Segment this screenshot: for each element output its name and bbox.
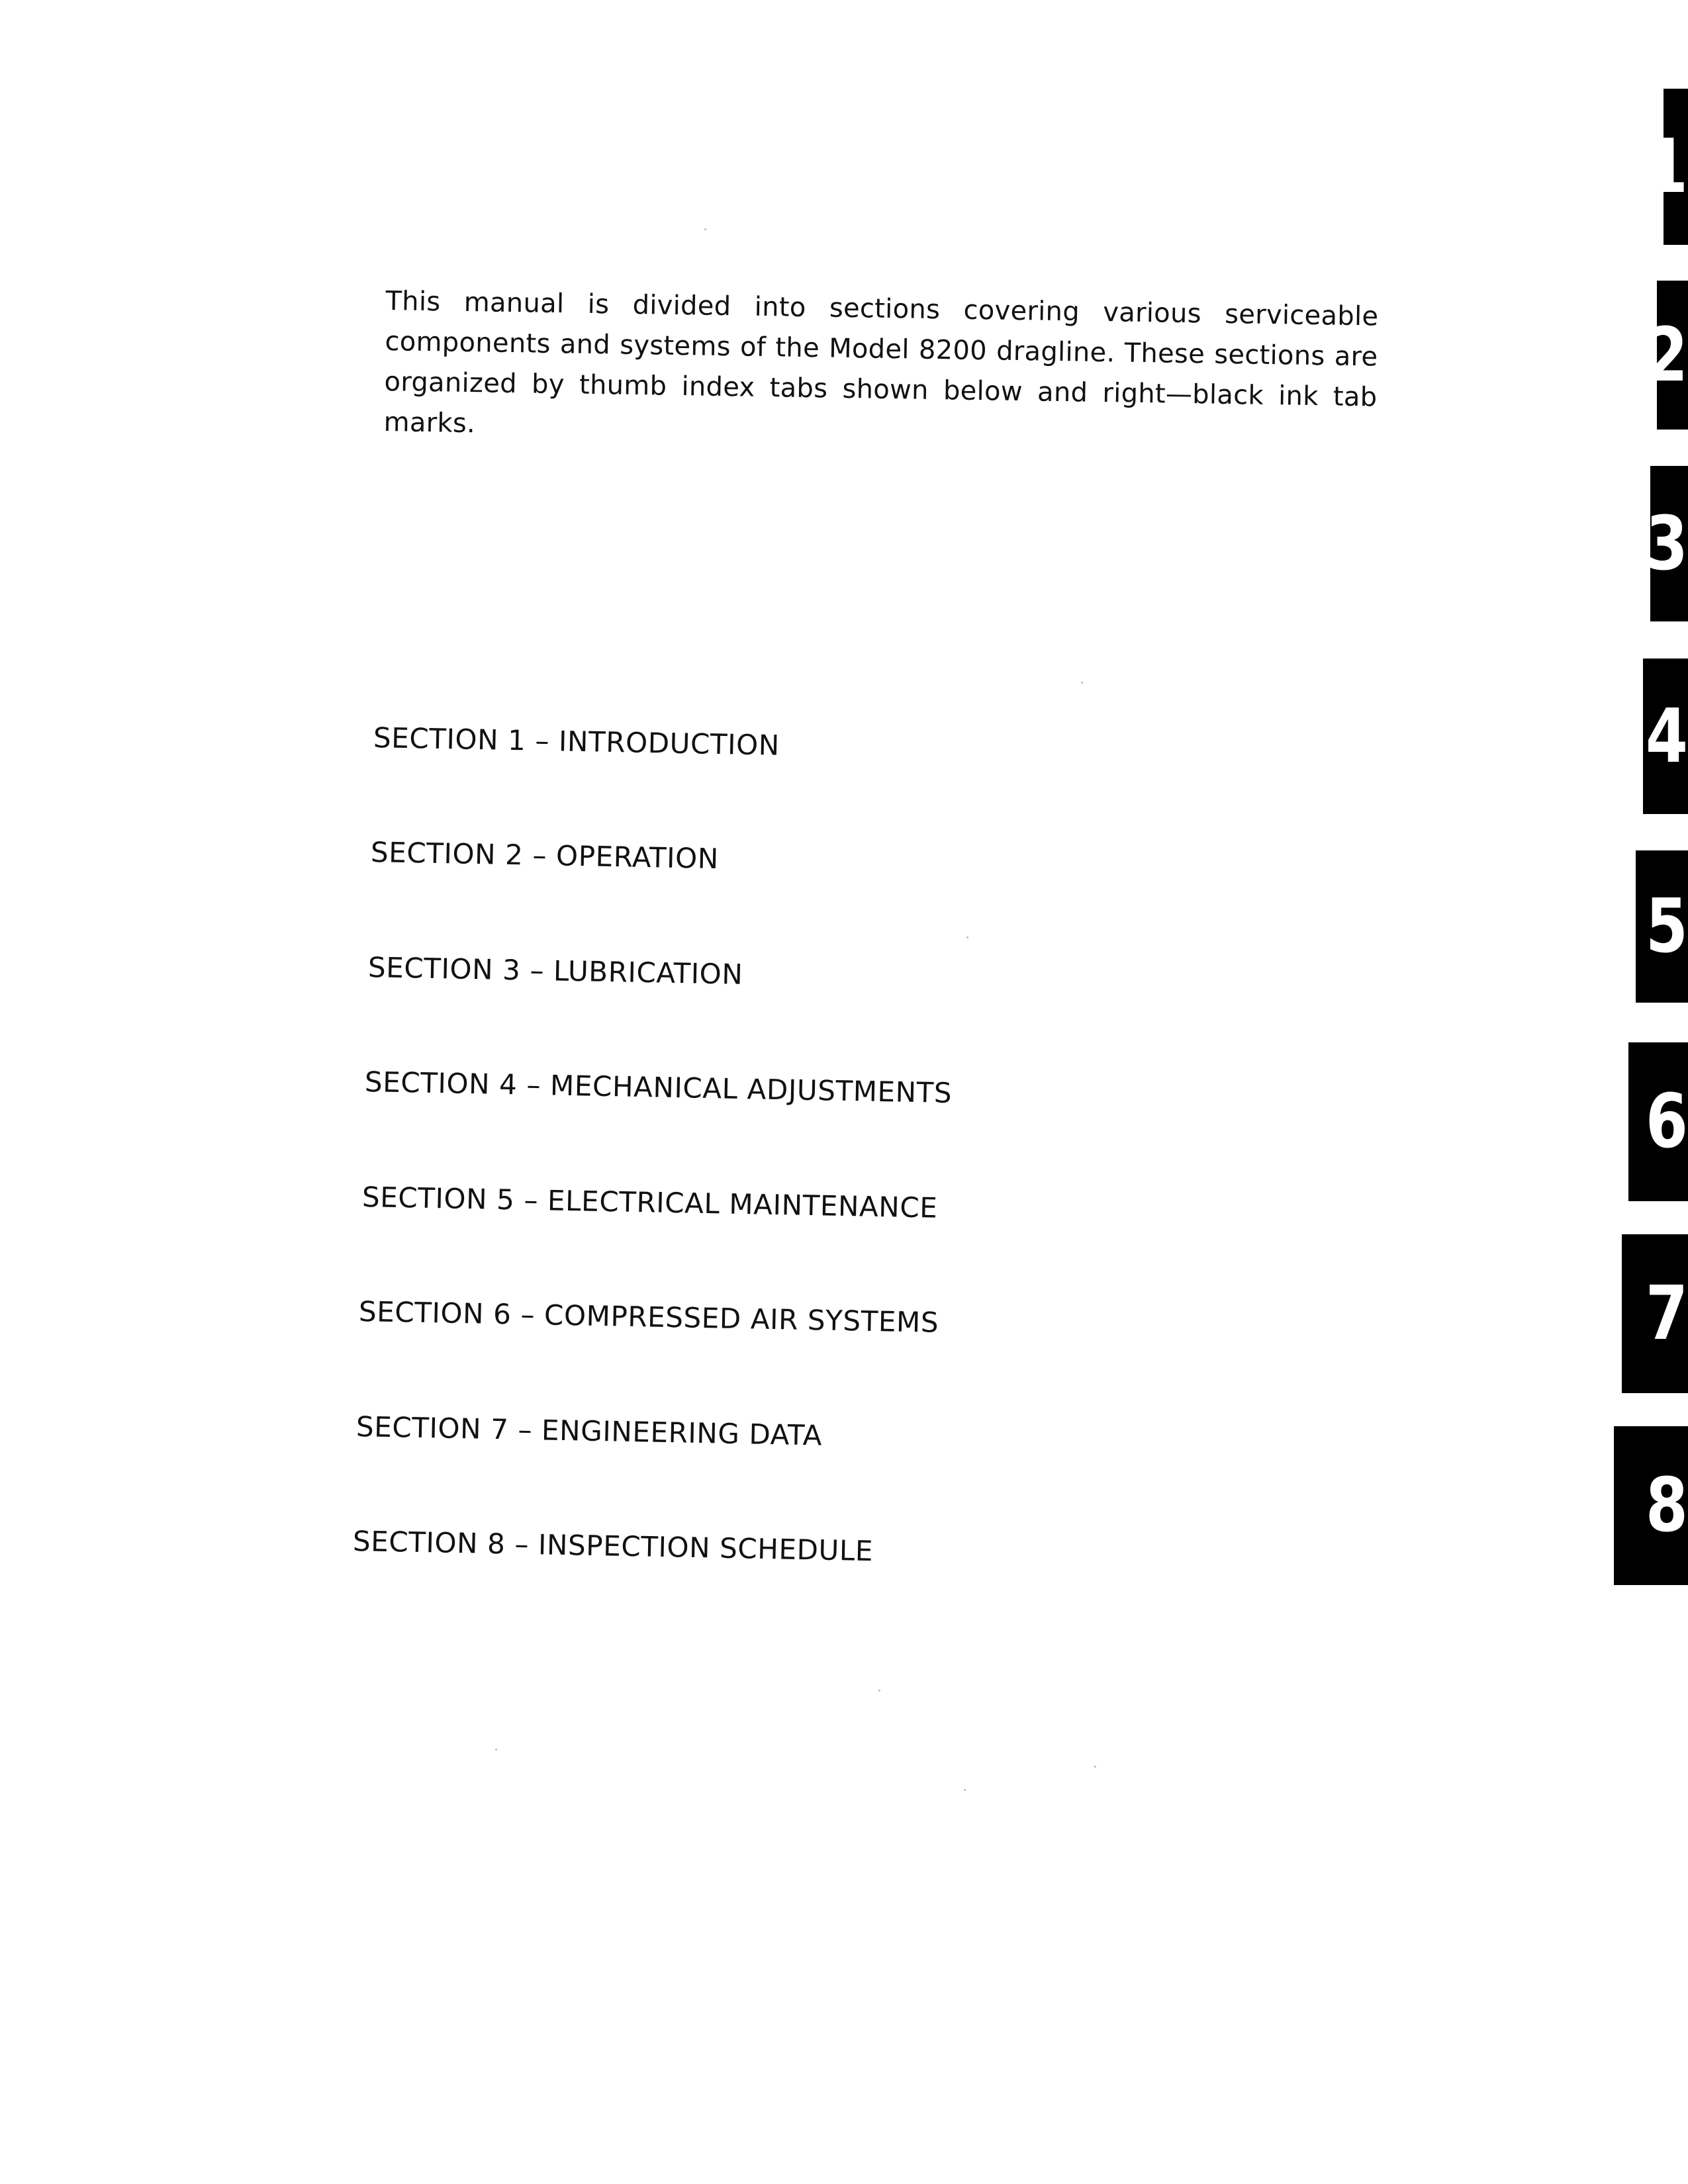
tab-mark-1-label: 1 — [1646, 124, 1688, 210]
section-8-label: SECTION 8 — [352, 1525, 506, 1561]
paper-speck — [1081, 682, 1083, 684]
section-5-label: SECTION 5 — [361, 1181, 515, 1216]
section-6-entry — [359, 1295, 939, 1340]
section-6-label: SECTION 6 — [358, 1295, 512, 1331]
section-3-dash: – — [530, 954, 545, 987]
tab-mark-7-label: 7 — [1646, 1271, 1688, 1357]
section-7-dash: – — [518, 1413, 533, 1447]
section-5-dash: – — [524, 1183, 539, 1217]
section-5-entry — [362, 1181, 938, 1225]
section-7-label: SECTION 7 — [355, 1410, 509, 1446]
section-3-label: SECTION 3 — [367, 951, 521, 987]
section-4-entry — [365, 1066, 953, 1110]
section-3-title: LUBRICATION — [553, 954, 743, 991]
tab-mark-5-label: 5 — [1646, 884, 1688, 970]
section-2-entry — [371, 836, 720, 876]
paper-speck — [1094, 1766, 1096, 1768]
section-5-title: ELECTRICAL MAINTENANCE — [547, 1184, 938, 1224]
tab-mark-2 — [1646, 281, 1688, 430]
section-8-title: INSPECTION SCHEDULE — [538, 1528, 874, 1568]
section-4-title: MECHANICAL ADJUSTMENTS — [549, 1069, 953, 1110]
section-2-title: OPERATION — [555, 839, 720, 876]
paper-speck — [966, 936, 968, 938]
tab-mark-7 — [1622, 1234, 1688, 1393]
section-2-label: SECTION 2 — [370, 836, 524, 872]
section-8-entry — [353, 1525, 874, 1568]
section-4-dash: – — [526, 1068, 541, 1102]
section-1-label: SECTION 1 — [373, 721, 526, 757]
section-1-title: INTRODUCTION — [558, 725, 780, 762]
section-7-title: ENGINEERING DATA — [541, 1414, 823, 1452]
tab-mark-4 — [1643, 659, 1688, 814]
tab-mark-8-label: 8 — [1646, 1463, 1688, 1549]
paper-speck — [495, 1749, 497, 1751]
tab-mark-6 — [1628, 1042, 1688, 1201]
section-7-entry — [356, 1410, 823, 1453]
section-6-dash: – — [520, 1298, 536, 1332]
tab-mark-4-label: 4 — [1646, 693, 1688, 780]
section-2-dash: – — [532, 839, 547, 872]
thumb-index-tabs — [1595, 0, 1688, 1588]
tab-mark-8 — [1614, 1426, 1688, 1585]
section-1-dash: – — [535, 724, 550, 758]
tab-mark-1 — [1646, 89, 1688, 245]
tab-mark-3-label: 3 — [1646, 500, 1688, 587]
section-4-label: SECTION 4 — [364, 1066, 518, 1101]
tab-mark-5 — [1636, 850, 1688, 1003]
paper-speck — [878, 1690, 880, 1692]
paper-speck — [964, 1789, 966, 1791]
tab-mark-6-label: 6 — [1646, 1079, 1688, 1165]
section-1-entry — [373, 721, 780, 762]
tab-mark-3 — [1646, 466, 1688, 621]
section-8-dash: – — [514, 1527, 530, 1561]
paper-speck — [704, 228, 706, 230]
intro-paragraph: This manual is divided into sections covering various serviceable components and systems of the Model 8200 dragline. These sections are organized by thumb index tabs shown below and right—black ink tab marks. — [383, 285, 1379, 439]
section-6-title: COMPRESSED AIR SYSTEMS — [543, 1298, 939, 1339]
tab-mark-2-label: 2 — [1646, 312, 1688, 398]
section-3-entry — [368, 951, 743, 991]
